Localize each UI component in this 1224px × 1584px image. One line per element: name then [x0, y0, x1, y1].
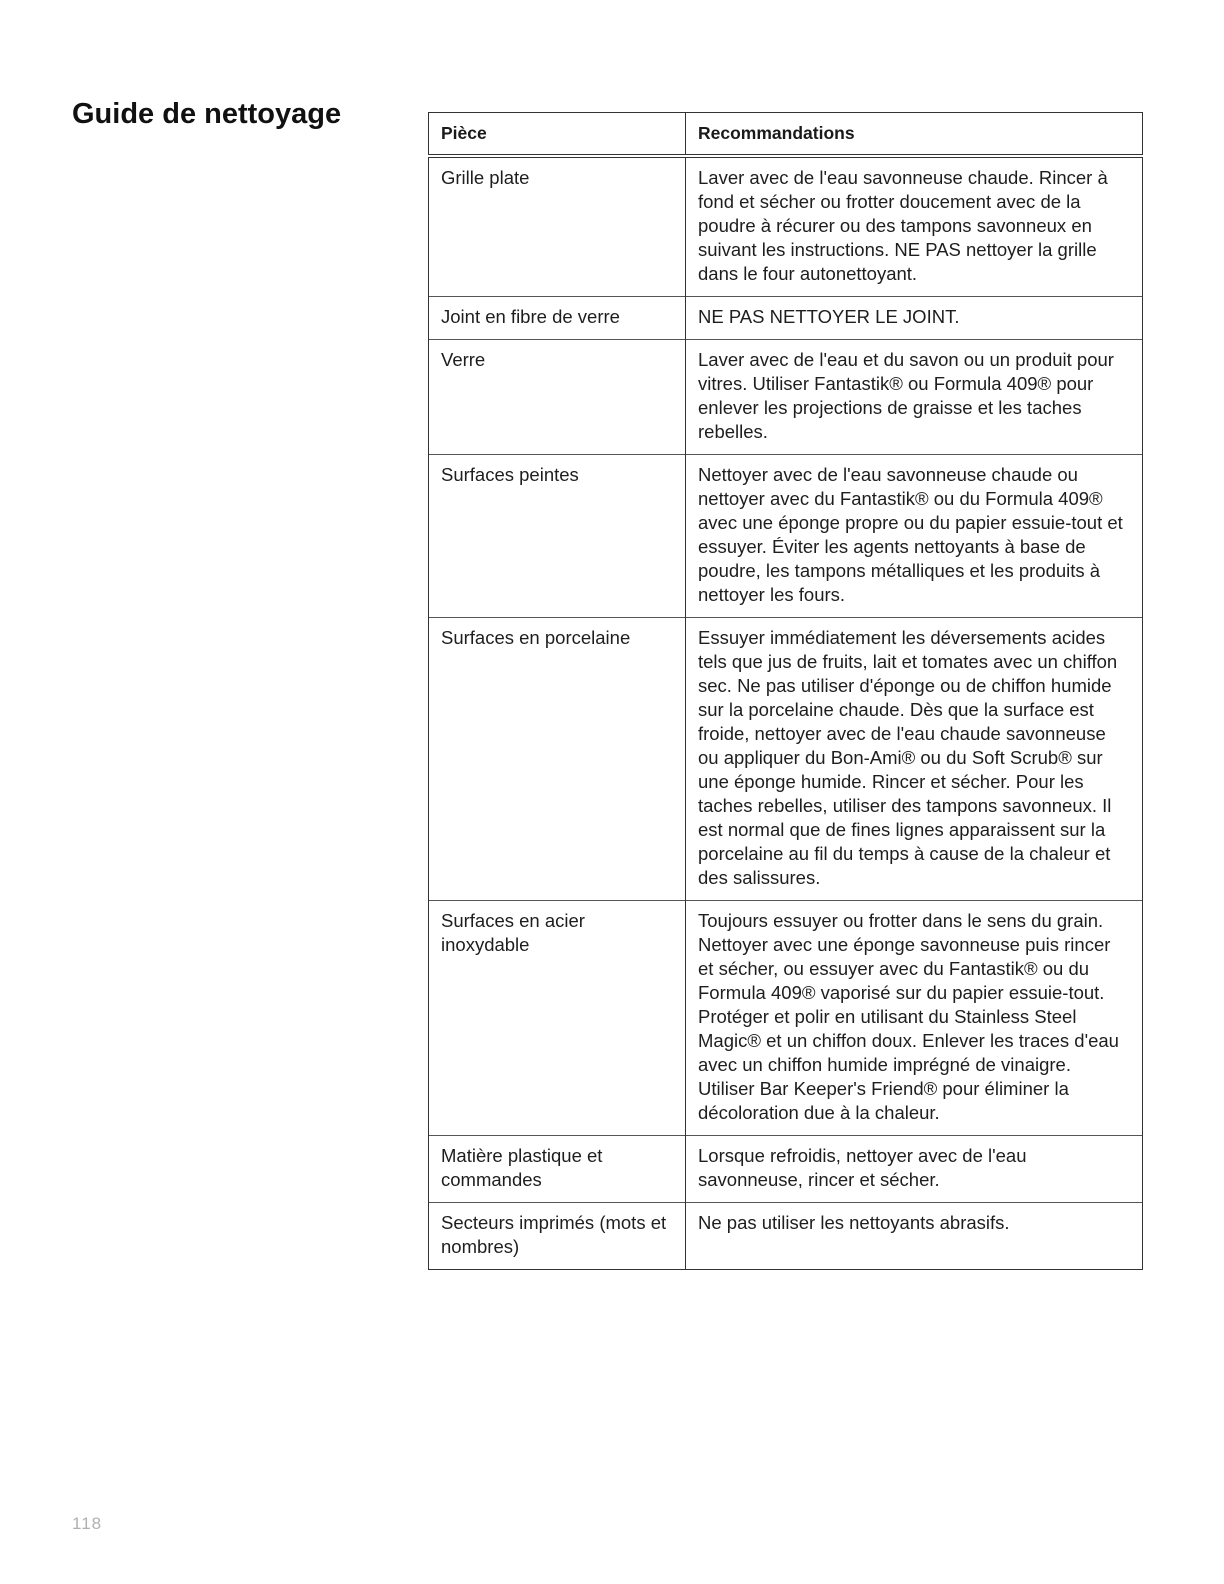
cell-piece: Surfaces peintes — [429, 455, 686, 618]
table-header-row — [429, 113, 1143, 157]
cell-recommandation: Laver avec de l'eau et du savon ou un produit pour vitres. Utiliser Fantastik® ou Formula 409® pour enlever les projections de graisse et les taches rebelles. — [686, 340, 1143, 455]
table-row — [429, 1136, 1143, 1203]
table-row — [429, 156, 1143, 297]
cell-recommandation: Essuyer immédiatement les déversements acides tels que jus de fruits, lait et tomates avec un chiffon sec. Ne pas utiliser d'éponge ou de chiffon humide sur la porcelaine chaude. Dès que la surface est froide, nettoyer avec de l'eau chaude savonneuse ou appliquer du Bon-Ami® ou du Soft Scrub® sur une éponge humide. Rincer et sécher. Pour les taches rebelles, utiliser des tampons savonneux. Il est normal que de fines lignes apparaissent sur la porcelaine au fil du temps à cause de la chaleur et des salissures. — [686, 618, 1143, 901]
cell-piece: Matière plastique et commandes — [429, 1136, 686, 1203]
table-row — [429, 1203, 1143, 1270]
page-title: Guide de nettoyage — [72, 98, 342, 130]
cell-recommandation: Lorsque refroidis, nettoyer avec de l'eau savonneuse, rincer et sécher. — [686, 1136, 1143, 1203]
table-row — [429, 618, 1143, 901]
table-row — [429, 901, 1143, 1136]
page-number: 118 — [72, 1514, 103, 1533]
table-row — [429, 297, 1143, 340]
cleaning-guide-table — [428, 112, 1143, 1270]
cell-piece: Surfaces en porcelaine — [429, 618, 686, 901]
cell-recommandation: Toujours essuyer ou frotter dans le sens du grain. Nettoyer avec une éponge savonneuse puis rincer et sécher, ou essuyer avec du Fantastik® ou du Formula 409® vaporisé sur du papier essuie-tout. Protéger et polir en utilisant du Stainless Steel Magic® et un chiffon doux. Enlever les traces d'eau avec un chiffon humide imprégné de vinaigre. Utiliser Bar Keeper's Friend® pour éliminer la décoloration due à la chaleur. — [686, 901, 1143, 1136]
cell-recommandation: Ne pas utiliser les nettoyants abrasifs. — [686, 1203, 1143, 1270]
cleaning-guide-table-wrapper — [428, 112, 1143, 1270]
cell-recommandation: NE PAS NETTOYER LE JOINT. — [686, 297, 1143, 340]
cell-recommandation: Nettoyer avec de l'eau savonneuse chaude ou nettoyer avec du Fantastik® ou du Formula 409® avec une éponge propre ou du papier essuie-tout et essuyer. Éviter les agents nettoyants à base de poudre, les tampons métalliques et les produits à nettoyer les fours. — [686, 455, 1143, 618]
cell-piece: Secteurs imprimés (mots et nombres) — [429, 1203, 686, 1270]
cell-piece: Surfaces en acier inoxydable — [429, 901, 686, 1136]
cell-piece: Verre — [429, 340, 686, 455]
cell-recommandation: Laver avec de l'eau savonneuse chaude. Rincer à fond et sécher ou frotter doucement avec de la poudre à récurer ou des tampons savonneux en suivant les instructions. NE PAS nettoyer la grille dans le four autonettoyant. — [686, 156, 1143, 297]
cell-piece: Joint en fibre de verre — [429, 297, 686, 340]
column-header-recommandations: Recommandations — [686, 113, 1143, 157]
table-row — [429, 340, 1143, 455]
column-header-piece: Pièce — [429, 113, 686, 157]
table-row — [429, 455, 1143, 618]
cell-piece: Grille plate — [429, 156, 686, 297]
